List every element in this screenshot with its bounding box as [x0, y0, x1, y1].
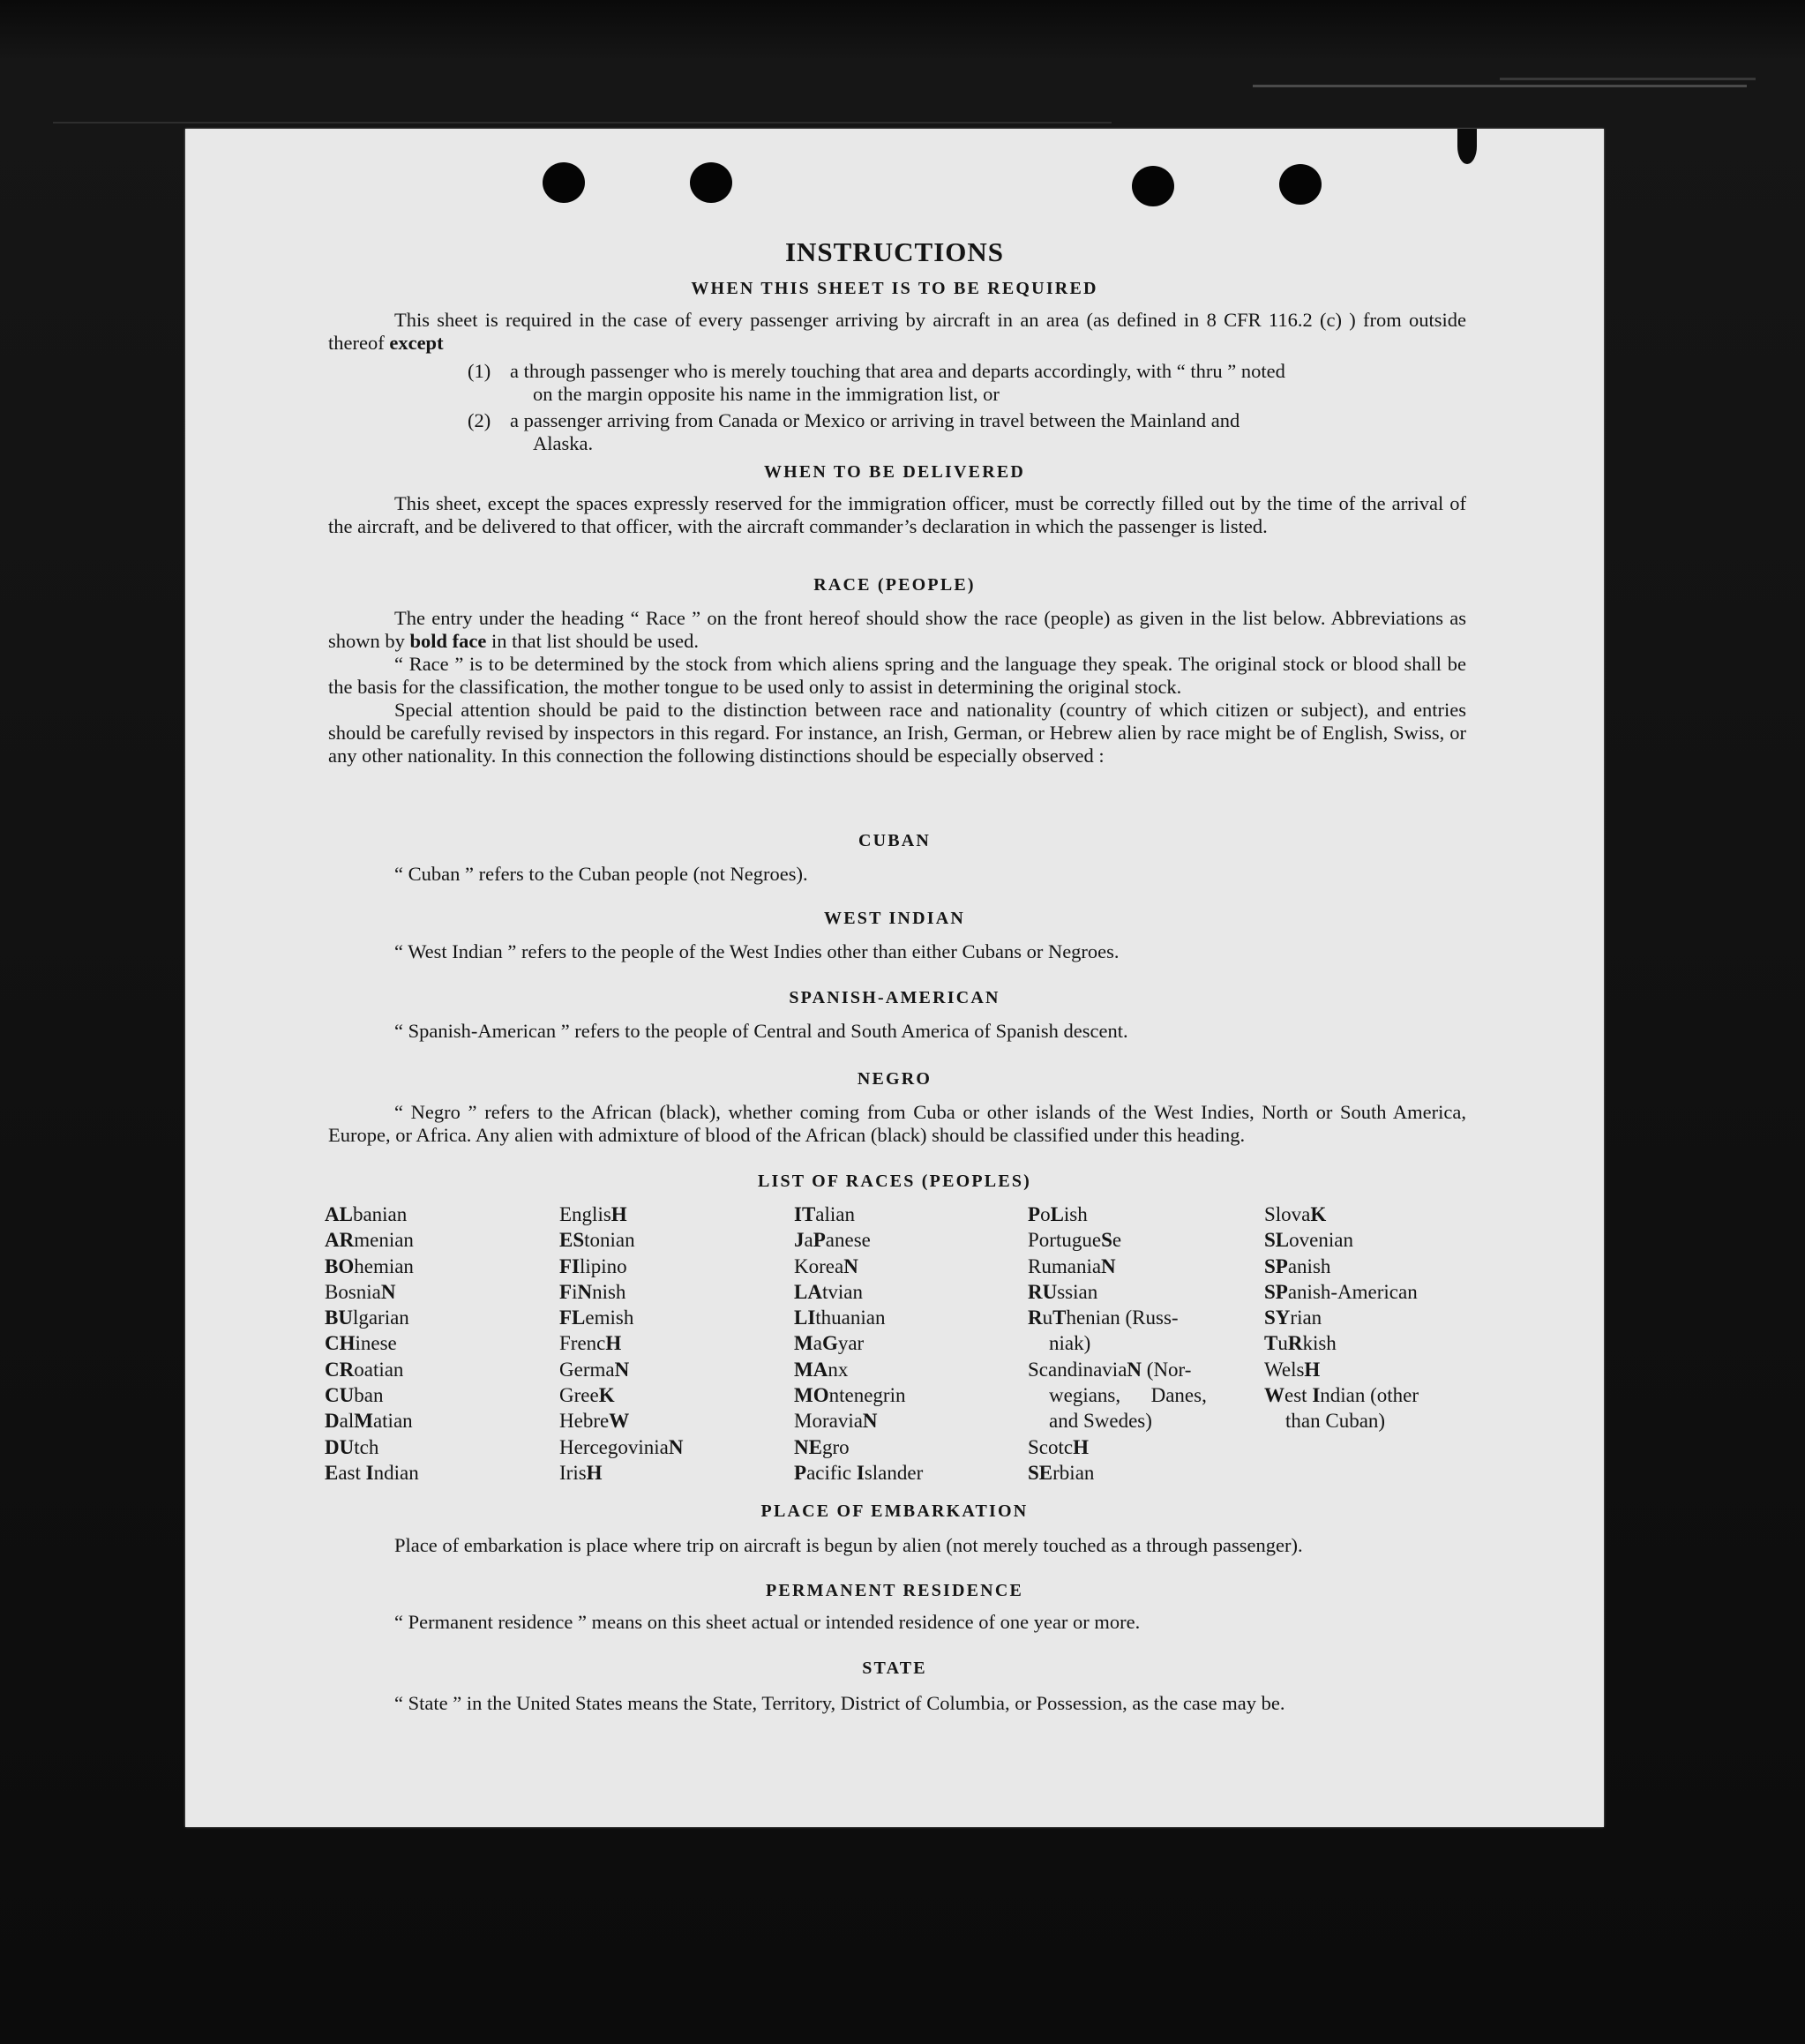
- race-name-part: lipino: [580, 1254, 627, 1277]
- race-name-part: i: [572, 1280, 578, 1303]
- race-entry: [559, 1279, 790, 1305]
- race-entry: [794, 1434, 1025, 1460]
- race-name-part: ish: [1063, 1203, 1088, 1225]
- race-entry-continuation: wegians, Danes,: [1049, 1384, 1207, 1407]
- race-name-part: tvian: [821, 1280, 863, 1303]
- race-entry: [1264, 1254, 1495, 1279]
- race-abbrev-letters: MO: [794, 1384, 829, 1407]
- state-text: “ State ” in the United States means the State, Territory, District of Columbia, or Possession, as the case may be.: [394, 1692, 1285, 1714]
- race-entry: [559, 1330, 790, 1356]
- instruction-sheet: [185, 129, 1604, 1827]
- race-name-part: ndian (other: [1320, 1384, 1419, 1407]
- race-abbrev-letters: FI: [559, 1254, 580, 1277]
- race-abbrev-letters: SP: [1264, 1280, 1288, 1303]
- race-abbrev-letters: K: [1310, 1203, 1327, 1225]
- race-name-part: thuanian: [815, 1307, 886, 1329]
- scan-artifact-line: [1253, 85, 1747, 87]
- race-name-part: Slova: [1264, 1203, 1311, 1225]
- race-name-part: Iris: [559, 1461, 587, 1484]
- heading-state: STATE: [862, 1658, 927, 1678]
- race-name-part: slander: [864, 1461, 924, 1484]
- race-name-part: ban: [354, 1384, 384, 1407]
- race-name-part: Bosnia: [325, 1280, 381, 1303]
- race-name-part: rbian: [1052, 1461, 1095, 1484]
- race-name-part: Hercegovinia: [559, 1435, 669, 1458]
- race-abbrev-letters: H: [586, 1461, 603, 1484]
- race-abbrev-letters: M: [794, 1332, 813, 1355]
- race-name-part: ast: [338, 1461, 366, 1484]
- race-name-part: anese: [825, 1229, 871, 1252]
- race-abbrev-letters: G: [821, 1332, 838, 1355]
- race-name-part: atian: [372, 1410, 413, 1433]
- race-entry: [325, 1227, 556, 1253]
- race-entry: [559, 1382, 790, 1408]
- race-entry: [1028, 1254, 1259, 1279]
- race-name-part: hemian: [354, 1254, 414, 1277]
- race-abbrev-letters: H: [1073, 1435, 1089, 1458]
- race-entry: [325, 1254, 556, 1279]
- race-abbrev-letters: NE: [794, 1435, 822, 1458]
- heading-race: RACE (PEOPLE): [813, 575, 976, 595]
- race-entry: [325, 1279, 556, 1305]
- heading-when-required: WHEN THIS SHEET IS TO BE REQUIRED: [691, 279, 1098, 298]
- race-abbrev-letters: P: [794, 1461, 807, 1484]
- heading-permanent-residence: PERMANENT RESIDENCE: [765, 1581, 1024, 1600]
- negro-text: “ Negro ” refers to the African (black), whether coming from Cuba or other islands of the West Indies, North or South America, Europe, or Africa. Any alien with admixture of blood of the African (black) should be classified under this heading.: [328, 1101, 1466, 1146]
- heading-place-of-embarkation: PLACE OF EMBARKATION: [760, 1501, 1029, 1521]
- race-abbrev-letters: ES: [559, 1229, 585, 1252]
- race-name-part: a: [804, 1229, 813, 1252]
- race-entry: [325, 1434, 556, 1460]
- race-abbrev-letters: P: [813, 1229, 826, 1252]
- race-entry: [1264, 1227, 1495, 1253]
- race-abbrev-letters: SL: [1264, 1229, 1290, 1252]
- race-column: [1028, 1202, 1259, 1486]
- race-abbrev-letters: AR: [325, 1229, 355, 1252]
- race-entry: [794, 1279, 1025, 1305]
- race-name-part: nx: [828, 1358, 849, 1381]
- race-entry: [1028, 1279, 1259, 1305]
- race-name-part: ndian: [373, 1461, 419, 1484]
- race-name-part: Gree: [559, 1384, 599, 1407]
- race-entry: [1028, 1202, 1259, 1227]
- race-abbrev-letters: N: [577, 1280, 593, 1303]
- race-name-part: anish: [1287, 1254, 1331, 1277]
- race-column: [794, 1202, 1025, 1486]
- race-name-part: u: [1042, 1307, 1053, 1329]
- race-name-part: gro: [821, 1435, 850, 1458]
- race-column: [559, 1202, 790, 1486]
- residence-text: “ Permanent residence ” means on this sheet actual or intended residence of one year or more.: [394, 1611, 1141, 1633]
- race-abbrev-letters: E: [325, 1461, 339, 1484]
- delivered-text: This sheet, except the spaces expressly reserved for the immigration officer, must be correctly filled out by the time of the arrival of the aircraft, and be delivered to that officer, with the aircraft commander’s declaration in which the passenger is listed.: [328, 492, 1466, 537]
- race-entry: [559, 1202, 790, 1227]
- race-abbrev-letters: K: [598, 1384, 615, 1407]
- race-abbrev-letters: N: [668, 1435, 684, 1458]
- race-abbrev-letters: M: [354, 1410, 373, 1433]
- race-abbrev-letters: R: [1028, 1307, 1043, 1329]
- race-name-part: u: [1277, 1332, 1288, 1355]
- scan-artifact-line: [53, 122, 1112, 124]
- race-abbrev-letters: BO: [325, 1254, 355, 1277]
- race-entry: [1028, 1408, 1259, 1434]
- race-abbrev-letters: W: [609, 1410, 630, 1433]
- race-abbrev-letters: SY: [1264, 1307, 1291, 1329]
- race-entry: [559, 1357, 790, 1382]
- race-entry: [1028, 1357, 1259, 1382]
- race-name-part: e: [1112, 1229, 1122, 1252]
- race-abbrev-letters: R: [1287, 1332, 1303, 1355]
- race-abbrev-letters: N: [862, 1410, 878, 1433]
- heading-west-indian: WEST INDIAN: [824, 909, 965, 928]
- race-entry: [325, 1408, 556, 1434]
- race-abbrev-letters: T: [1052, 1307, 1067, 1329]
- race-abbrev-letters: N: [614, 1358, 630, 1381]
- race-name-part: Scandinavia: [1028, 1358, 1127, 1381]
- race-column: [325, 1202, 556, 1486]
- race-name-part: menian: [354, 1229, 414, 1252]
- race-abbrev-letters: N: [1101, 1254, 1116, 1277]
- race-name-part: tch: [354, 1435, 379, 1458]
- spanish-american-text: “ Spanish-American ” refers to the people of Central and South America of Spanish descent.: [394, 1020, 1128, 1042]
- scan-artifact-line: [1500, 78, 1756, 80]
- race-entry: [794, 1357, 1025, 1382]
- race-entry: [559, 1305, 790, 1330]
- race-name-part: lgarian: [352, 1307, 409, 1329]
- race-abbrev-letters: SE: [1028, 1461, 1053, 1484]
- race-name-part: Frenc: [559, 1332, 606, 1355]
- race-abbrev-letters: CR: [325, 1358, 355, 1381]
- race-abbrev-letters: CH: [325, 1332, 356, 1355]
- heading-when-delivered: WHEN TO BE DELIVERED: [763, 462, 1026, 482]
- race-name-part: henian (Russ-: [1066, 1307, 1179, 1329]
- race-abbrev-letters: H: [1304, 1358, 1321, 1381]
- heading-negro: NEGRO: [857, 1069, 932, 1089]
- cuban-text: “ Cuban ” refers to the Cuban people (not Negroes).: [394, 863, 808, 885]
- race-abbrev-letters: W: [1264, 1384, 1284, 1407]
- race-entry: [1028, 1330, 1259, 1356]
- race-name-part: rian: [1290, 1307, 1322, 1329]
- race-abbrev-letters: I: [856, 1461, 865, 1484]
- heading-spanish-american: SPANISH-AMERICAN: [789, 988, 1000, 1007]
- race-entry: [1028, 1434, 1259, 1460]
- race-name-part: Germa: [559, 1358, 615, 1381]
- race-name-part: a: [813, 1332, 822, 1355]
- race-name-part: Korea: [794, 1254, 844, 1277]
- race-name-part: ssian: [1057, 1280, 1098, 1303]
- race-entry: [1264, 1305, 1495, 1330]
- race-entry: [1028, 1460, 1259, 1486]
- race-abbrev-letters: S: [1101, 1229, 1112, 1252]
- race-abbrev-letters: P: [1028, 1203, 1041, 1225]
- race-entry: [1264, 1202, 1495, 1227]
- race-name-part: acific: [806, 1461, 857, 1484]
- race-name-part: o: [1040, 1203, 1051, 1225]
- race-entry: [325, 1357, 556, 1382]
- race-abbrev-letters: FL: [559, 1307, 586, 1329]
- required-intro: This sheet is required in the case of every passenger arriving by aircraft in an area (as defined in 8 CFR 116.2 (c) ) from outside thereof except: [328, 309, 1466, 354]
- race-name-part: alian: [815, 1203, 855, 1225]
- west-indian-text: “ West Indian ” refers to the people of the West Indies other than either Cubans or Negroes.: [394, 940, 1120, 962]
- race-abbrev-letters: J: [794, 1229, 805, 1252]
- race-abbrev-letters: SP: [1264, 1254, 1288, 1277]
- race-abbrev-letters: AL: [325, 1203, 353, 1225]
- race-entry: [325, 1202, 556, 1227]
- race-name-part: Rumania: [1028, 1254, 1102, 1277]
- race-name-part: Englis: [559, 1203, 611, 1225]
- race-abbrev-letters: N: [843, 1254, 858, 1277]
- race-abbrev-letters: LI: [794, 1307, 816, 1329]
- race-name-part: Hebre: [559, 1410, 610, 1433]
- heading-cuban: CUBAN: [858, 831, 932, 850]
- race-entry: [559, 1434, 790, 1460]
- race-entry: [325, 1382, 556, 1408]
- race-entry: [1028, 1305, 1259, 1330]
- race-name-part: al: [339, 1410, 355, 1433]
- race-entry: [1264, 1357, 1495, 1382]
- race-entry: [1264, 1408, 1495, 1434]
- race-abbrev-letters: LA: [794, 1280, 822, 1303]
- race-entry: [794, 1460, 1025, 1486]
- race-name-part: yar: [837, 1332, 865, 1355]
- race-entry: [559, 1227, 790, 1253]
- race-name-part: est: [1284, 1384, 1313, 1407]
- race-entry-continuation: niak): [1049, 1332, 1091, 1355]
- page-title: INSTRUCTIONS: [784, 236, 1004, 267]
- race-name-part: (Nor-: [1142, 1358, 1192, 1381]
- race-abbrev-letters: N: [380, 1280, 396, 1303]
- race-entry: [325, 1460, 556, 1486]
- race-entry: [794, 1330, 1025, 1356]
- race-abbrev-letters: L: [1050, 1203, 1064, 1225]
- race-entry: [794, 1305, 1025, 1330]
- race-name-part: nish: [592, 1280, 626, 1303]
- race-abbrev-letters: BU: [325, 1307, 353, 1329]
- race-entry: [1028, 1382, 1259, 1408]
- race-entry: [1028, 1227, 1259, 1253]
- race-entry: [559, 1460, 790, 1486]
- race-entry-continuation: and Swedes): [1049, 1410, 1152, 1433]
- race-name-part: oatian: [354, 1358, 404, 1381]
- race-entry: [794, 1254, 1025, 1279]
- race-name-part: anish-American: [1287, 1280, 1418, 1303]
- race-abbrev-letters: I: [365, 1461, 374, 1484]
- race-name-part: emish: [585, 1307, 634, 1329]
- race-name-part: ntenegrin: [828, 1384, 906, 1407]
- race-abbrev-letters: H: [610, 1203, 627, 1225]
- race-abbrev-letters: DU: [325, 1435, 355, 1458]
- race-abbrev-letters: RU: [1028, 1280, 1058, 1303]
- document-body: INSTRUCTIONS WHEN THIS SHEET IS TO BE REQUIRED This sheet is required in the case of every passenger arriving by aircraft in an area (as defined in 8 CFR 116.2 (c) ) from outside thereof except (1) a through passenger who is merely touching that area and departs accordingly, with “ thru ” noted on the margin opposite his name in the immigration list, or (2) a passenger arriving from Canada or Mexico or arriving in travel between the Mainland and Alaska. WHEN TO BE DELIVERED This sheet, except the spaces expressly reserved for the immigration officer, must be correctly filled out by the time of the arrival of the aircraft, and be delivered to that officer, with the aircraft commander’s declaration in which the passenger is listed. RACE (PEOPLE) The entry under the heading “ Race ” on the front hereof should show the race (people) as given in the list below. Abbreviations as shown by bold face in that list should be used. “ Race ” is to be determined by the stock from which aliens spring and the language they speak. The original stock or blood shall be the basis for the classification, the mother tongue to be used only to assist in determining the original stock. Special attention should be paid to the distinction between race and nationality (country of which citizen or subject), and entries should be carefully revised by inspectors in this regard. For instance, an Irish, German, or Hebrew alien by race might be of English, Swiss, or any other nationality. In this connection the following distinctions should be especially observed : CUBAN “ Cuban ” refers to the Cuban people (not Negroes). WEST INDIAN “ West Indian ” refers to the people of the West Indies other than either Cubans or Negroes. SPANISH-AMERICAN “ Spanish-American ” refers to the people of Central and South America of Spanish descent. NEGRO “ Negro ” refers to the African (black), whether coming from Cuba or other islands of the West Indies, North or South America, Europe, or Africa. Any alien with admixture of blood of the African (black) should be classified under this heading. LIST OF RACES (PEOPLES) ALbanian ARmenian BOhemian BosniaN BUlgarian CHinese CRoatian CUban DalMatian DUtch East Indian EnglisH EStonian FIlipino FiNnish FLemish FrencH GermaN GreeK HebreW HercegoviniaN IrisH ITalian JaPanese KoreaN LAtvian LIthuanian MaGyar MAnx MOntenegrin MoraviaN NEgro Pacific Islander PoLish PortugueSe RumaniaN RUssian RuThenian (Russ- niak) ScandinaviaN (Nor- wegians, Danes, and Swedes) ScotcH SErbian SlovaK SLovenian SPanish SPanish-American SYrian TuRkish WelsH West Indian (other than Cuban) PLACE OF EMBARKATION Place of embarkation is place where trip on aircraft is begun by alien (not merely touched as a through passenger). PERMANENT RESIDENCE “ Permanent residence ” means on this sheet actual or intended residence of one year or more. STATE “ State ” in the United States means the State, Territory, District of Columbia, or Possession, as the case may be.: [185, 129, 1604, 1827]
- race-name-part: banian: [352, 1203, 408, 1225]
- race-entry: [325, 1330, 556, 1356]
- race-abbrev-letters: H: [605, 1332, 622, 1355]
- race-name-part: tonian: [584, 1229, 635, 1252]
- race-entry: [559, 1254, 790, 1279]
- race-entry-continuation: than Cuban): [1285, 1410, 1386, 1433]
- race-name-part: ovenian: [1289, 1229, 1353, 1252]
- race-name-part: kish: [1302, 1332, 1337, 1355]
- race-abbrev-letters: CU: [325, 1384, 355, 1407]
- race-abbrev-letters: I: [1312, 1384, 1321, 1407]
- race-name-part: Scotc: [1028, 1435, 1074, 1458]
- race-entry: [794, 1382, 1025, 1408]
- race-text: The entry under the heading “ Race ” on the front hereof should show the race (people) as given in the list below. Abbreviations as shown by bold face in that list should be used. “ Race ” is to be determined by the stock from which aliens spring and the language they speak. The original stock or blood shall be the basis for the classification, the mother tongue to be used only to assist in determining the original stock. Special attention should be paid to the distinction between race and nationality (country of which citizen or subject), and entries should be carefully revised by inspectors in this regard. For instance, an Irish, German, or Hebrew alien by race might be of English, Swiss, or any other nationality. In this connection the following distinctions should be especially observed :: [328, 607, 1466, 767]
- race-entry: [1264, 1279, 1495, 1305]
- race-abbrev-letters: F: [559, 1280, 573, 1303]
- race-column: [1264, 1202, 1495, 1434]
- race-name-part: Moravia: [794, 1410, 863, 1433]
- race-abbrev-letters: D: [325, 1410, 340, 1433]
- heading-list-of-races: LIST OF RACES (PEOPLES): [757, 1172, 1032, 1191]
- race-entry: [794, 1202, 1025, 1227]
- race-abbrev-letters: T: [1264, 1332, 1278, 1355]
- race-entry: [1264, 1330, 1495, 1356]
- race-name-part: Portugue: [1028, 1229, 1102, 1252]
- race-abbrev-letters: MA: [794, 1358, 828, 1381]
- race-entry: [325, 1305, 556, 1330]
- race-entry: [1264, 1382, 1495, 1408]
- race-abbrev-letters: IT: [794, 1203, 816, 1225]
- race-name-part: inese: [355, 1332, 397, 1355]
- embarkation-text: Place of embarkation is place where trip on aircraft is begun by alien (not merely touched as a through passenger).: [394, 1534, 1303, 1556]
- race-name-part: Wels: [1264, 1358, 1305, 1381]
- race-entry: [794, 1408, 1025, 1434]
- race-abbrev-letters: N: [1127, 1358, 1142, 1381]
- race-entry: [794, 1227, 1025, 1253]
- race-entry: [559, 1408, 790, 1434]
